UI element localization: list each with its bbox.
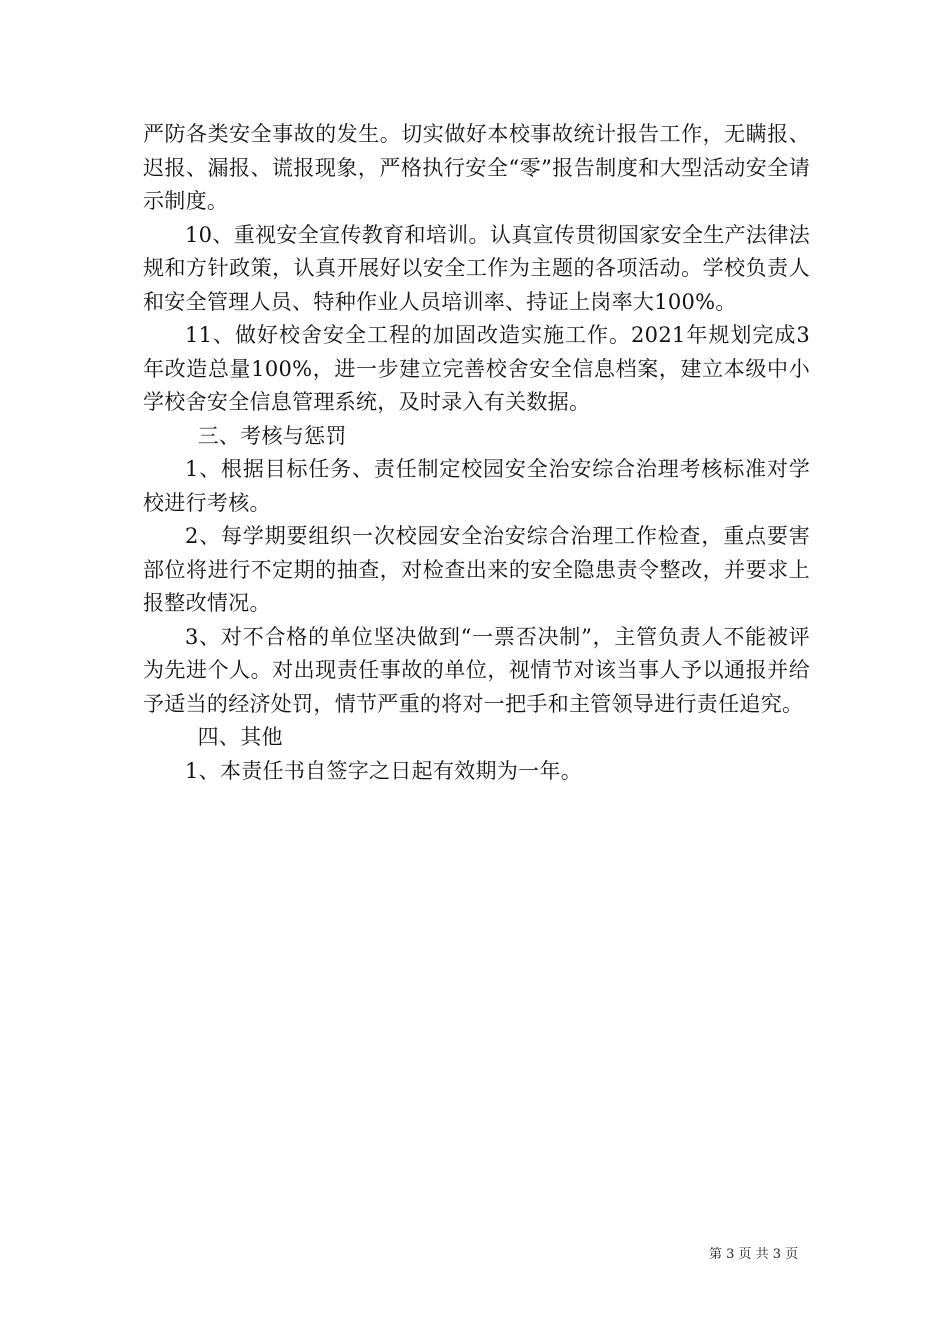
section-heading-other: 四、其他	[197, 725, 283, 749]
paragraph-assessment-2: 2、每学期要组织一次校园安全治安综合治理工作检查，重点要害部位将进行不定期的抽查，对检查出来的安全隐患责令整改，并要求上报整改情况。	[143, 524, 810, 615]
section-heading-assessment: 三、考核与惩罚	[197, 423, 347, 448]
page-number-footer: 第 3 页 共 3 页	[709, 1247, 799, 1262]
paragraph-item-10: 10、重视安全宣传教育和培训。认真宣传贯彻国家安全生产法律法规和方针政策，认真开展好以安全工作为主题的各项活动。学校负责人和安全管理人员、特种作业人员培训率、持证上岗率大100%。	[143, 222, 810, 314]
paragraph-continuation: 严防各类安全事故的发生。切实做好本校事故统计报告工作，无瞒报、迟报、漏报、谎报现象，严格执行安全“零”报告制度和大型活动安全请示制度。	[143, 122, 810, 213]
paragraph-other-1: 1、本责任书自签字之日起有效期为一年。	[185, 758, 583, 783]
paragraph-assessment-3: 3、对不合格的单位坚决做到“一票否决制”，主管负责人不能被评为先进个人。对出现责任事故的单位，视情节对该当事人予以通报并给予适当的经济处罚，情节严重的将对一把手和主管领导进行责任追究。	[143, 624, 810, 716]
paragraph-item-11: 11、做好校舍安全工程的加固改造实施工作。2021年规划完成3年改造总量100%，进一步建立完善校舍安全信息档案，建立本级中小学校舍安全信息管理系统，及时录入有关数据。	[143, 323, 810, 414]
document-body	[143, 118, 810, 788]
paragraph-assessment-1: 1、根据目标任务、责任制定校园安全治安综合治理考核标准对学校进行考核。	[143, 457, 810, 515]
